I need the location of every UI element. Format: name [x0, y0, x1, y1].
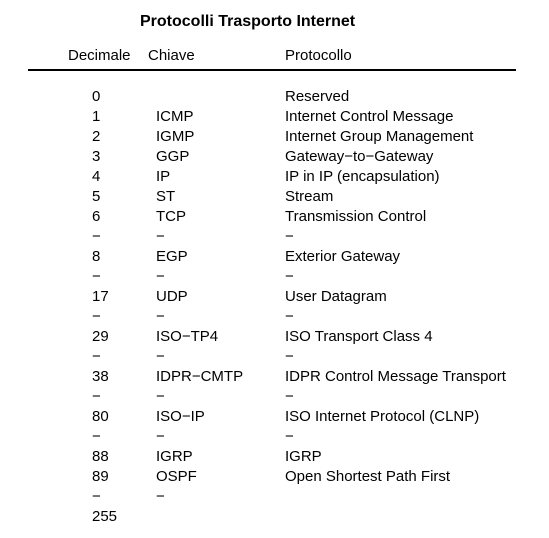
cell-decimal: − — [92, 308, 101, 325]
cell-protocol: IP in IP (encapsulation) — [285, 168, 440, 185]
cell-decimal: 29 — [92, 328, 109, 345]
table-row — [0, 487, 549, 507]
cell-key: − — [156, 228, 165, 245]
cell-protocol: Gateway−to−Gateway — [285, 148, 434, 165]
cell-decimal: 3 — [92, 148, 101, 165]
table-header — [0, 47, 549, 67]
table-row — [0, 187, 549, 207]
cell-decimal: − — [92, 428, 101, 445]
cell-protocol: ISO Transport Class 4 — [285, 328, 433, 345]
cell-decimal: 2 — [92, 128, 101, 145]
cell-protocol: Open Shortest Path First — [285, 468, 451, 485]
cell-protocol: Exterior Gateway — [285, 248, 401, 265]
cell-protocol: − — [285, 428, 294, 445]
cell-protocol: Stream — [285, 188, 334, 205]
header-decimal: Decimale — [68, 47, 131, 64]
cell-key: − — [156, 268, 165, 285]
page-title: Protocolli Trasporto Internet — [140, 13, 356, 30]
cell-decimal: 1 — [92, 108, 101, 125]
cell-key: ISO−IP — [156, 408, 205, 425]
cell-key: − — [156, 308, 165, 325]
cell-decimal: 6 — [92, 208, 101, 225]
header-protocol: Protocollo — [285, 47, 352, 64]
cell-key: IGMP — [156, 128, 195, 145]
table-row — [0, 207, 549, 227]
table-row — [0, 387, 549, 407]
cell-protocol: − — [285, 268, 294, 285]
table-row — [0, 347, 549, 367]
table-row — [0, 447, 549, 467]
table-row — [0, 307, 549, 327]
table-row — [0, 407, 549, 427]
cell-decimal: 0 — [92, 88, 101, 105]
cell-protocol: IDPR Control Message Transport — [285, 368, 506, 385]
cell-decimal: 255 — [92, 508, 118, 525]
cell-key: − — [156, 428, 165, 445]
header-key: Chiave — [148, 47, 195, 64]
table-row — [0, 227, 549, 247]
cell-decimal: − — [92, 228, 101, 245]
table-row — [0, 107, 549, 127]
cell-decimal: 17 — [92, 288, 109, 305]
cell-key: GGP — [156, 148, 190, 165]
cell-key: TCP — [156, 208, 186, 225]
table-row — [0, 87, 549, 107]
cell-decimal: 8 — [92, 248, 101, 265]
cell-key: − — [156, 488, 165, 505]
cell-key: IGRP — [156, 448, 193, 465]
cell-protocol: Internet Group Management — [285, 128, 474, 145]
cell-key: IDPR−CMTP — [156, 368, 244, 385]
cell-decimal: 80 — [92, 408, 109, 425]
table-row — [0, 247, 549, 267]
cell-key: IP — [156, 168, 171, 185]
table-row — [0, 467, 549, 487]
cell-protocol: IGRP — [285, 448, 322, 465]
table-row — [0, 327, 549, 347]
cell-protocol: Reserved — [285, 88, 350, 105]
cell-key: OSPF — [156, 468, 197, 485]
cell-protocol: − — [285, 228, 294, 245]
cell-protocol: − — [285, 308, 294, 325]
table-row — [0, 267, 549, 287]
cell-key: − — [156, 388, 165, 405]
cell-protocol: ISO Internet Protocol (CLNP) — [285, 408, 480, 425]
table-row — [0, 507, 549, 527]
table-row — [0, 147, 549, 167]
table-row — [0, 287, 549, 307]
table-row — [0, 367, 549, 387]
cell-decimal: − — [92, 348, 101, 365]
cell-protocol: − — [285, 348, 294, 365]
cell-decimal: 4 — [92, 168, 101, 185]
table-row — [0, 427, 549, 447]
cell-key: ST — [156, 188, 176, 205]
cell-protocol: Internet Control Message — [285, 108, 454, 125]
cell-key: ICMP — [156, 108, 194, 125]
cell-key: ISO−TP4 — [156, 328, 219, 345]
header-divider — [28, 69, 516, 71]
cell-protocol: − — [285, 388, 294, 405]
cell-decimal: 38 — [92, 368, 109, 385]
protocol-table — [0, 87, 549, 527]
table-row — [0, 127, 549, 147]
cell-decimal: 5 — [92, 188, 101, 205]
cell-protocol: User Datagram — [285, 288, 387, 305]
cell-key: EGP — [156, 248, 188, 265]
cell-decimal: − — [92, 388, 101, 405]
cell-decimal: − — [92, 488, 101, 505]
cell-decimal: 88 — [92, 448, 109, 465]
cell-decimal: 89 — [92, 468, 109, 485]
cell-decimal: − — [92, 268, 101, 285]
cell-key: UDP — [156, 288, 188, 305]
table-row — [0, 167, 549, 187]
cell-protocol: Transmission Control — [285, 208, 427, 225]
cell-key: − — [156, 348, 165, 365]
